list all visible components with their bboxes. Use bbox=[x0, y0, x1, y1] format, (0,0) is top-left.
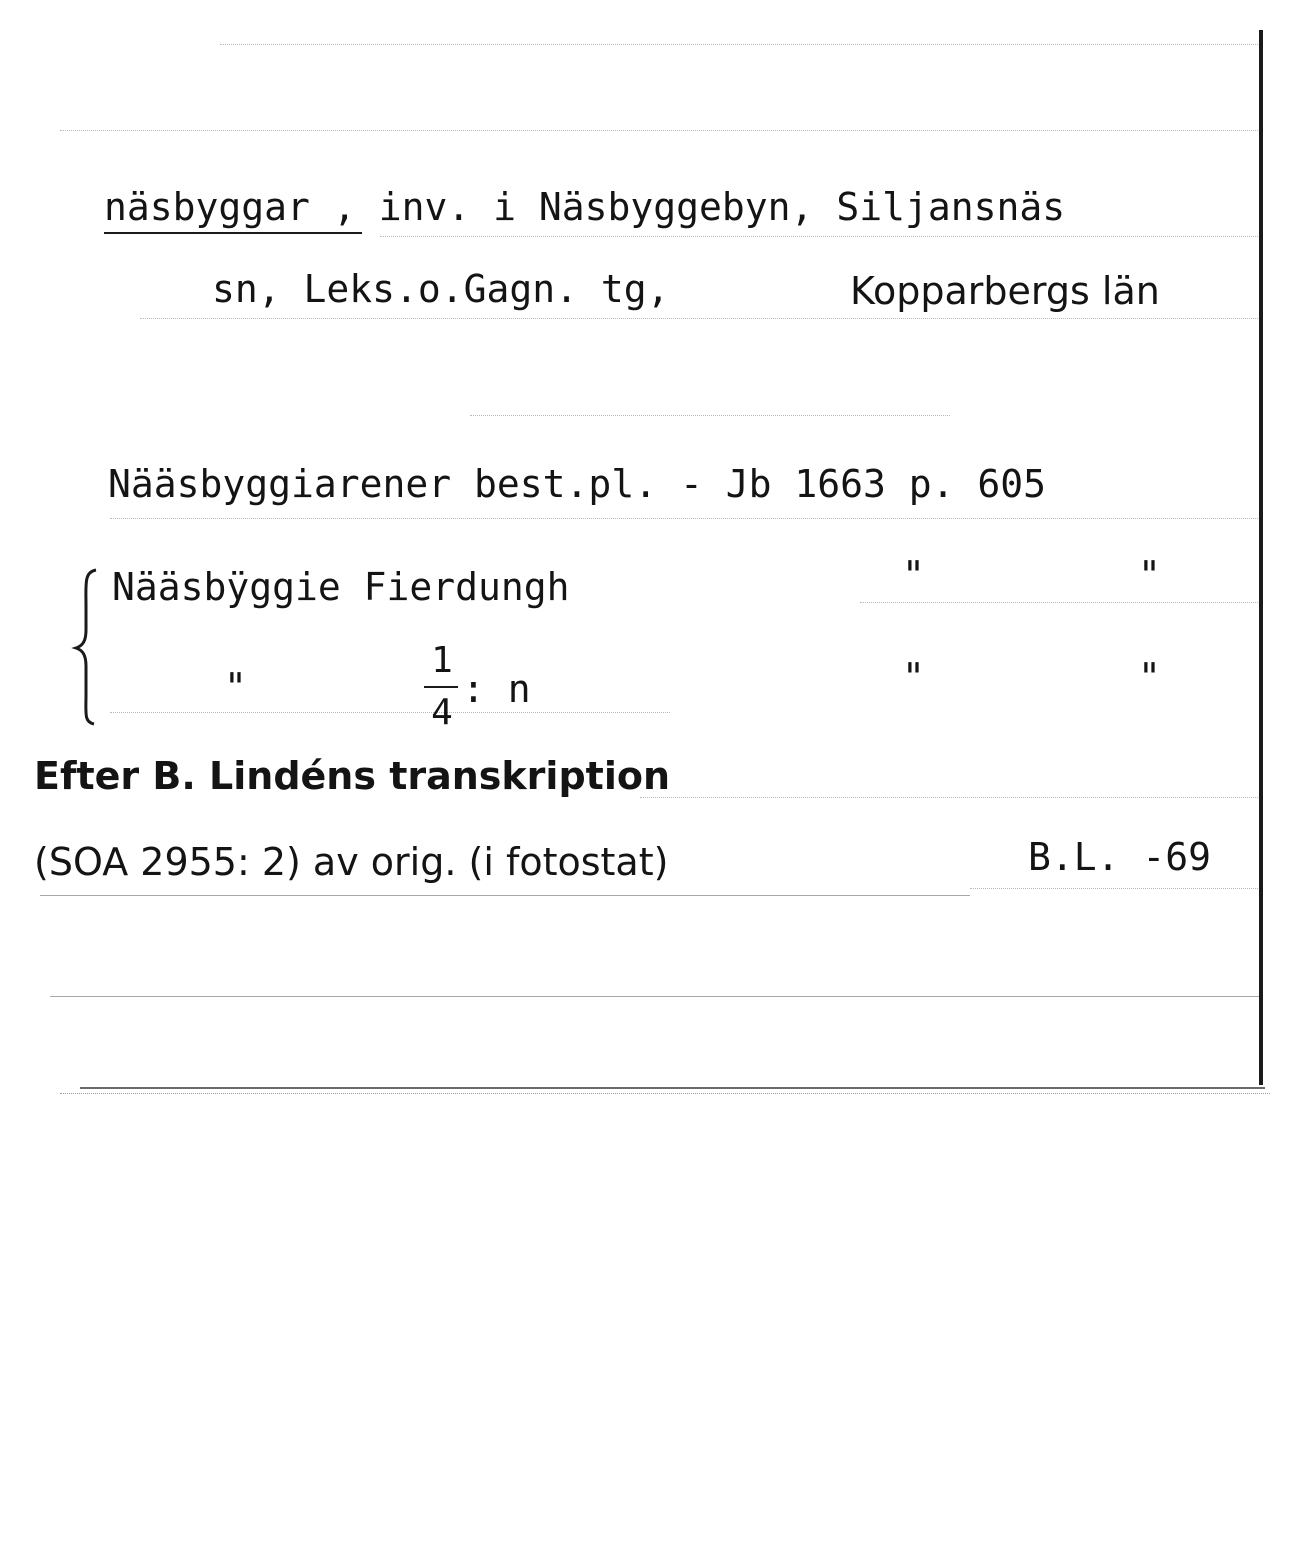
ruled-line bbox=[140, 318, 1260, 319]
fraction-denominator: 4 bbox=[431, 692, 453, 733]
ditto-mark: " bbox=[224, 665, 247, 709]
ruled-line bbox=[50, 996, 1260, 997]
curly-brace-icon bbox=[70, 566, 104, 726]
county-name: Kopparbergs län bbox=[850, 269, 1160, 313]
ruled-line bbox=[860, 602, 1260, 603]
card-right-edge bbox=[1259, 30, 1263, 1085]
source-form-entry: Nääsbyggiarener best.pl. - Jb 1663 p. 605 bbox=[108, 462, 1046, 506]
ruled-line bbox=[970, 888, 1260, 889]
ruled-line bbox=[470, 415, 950, 416]
ruled-line bbox=[110, 518, 1260, 519]
signature: B.L. -69 bbox=[1028, 835, 1212, 879]
transcription-note: Efter B. Lindéns transkription bbox=[34, 754, 670, 798]
card-bottom-edge-shadow bbox=[60, 1093, 1270, 1094]
ruled-line bbox=[220, 44, 1260, 45]
archive-reference: (SOA 2955: 2) av orig. (i fotostat) bbox=[34, 840, 669, 884]
fraction-numerator: 1 bbox=[431, 640, 453, 681]
ditto-mark: " bbox=[902, 553, 925, 597]
headword-description: , inv. i Näsbyggebyn, Siljansnäs bbox=[333, 185, 1066, 229]
headword-underline bbox=[104, 232, 362, 234]
ruled-line bbox=[40, 895, 970, 896]
ditto-mark: " bbox=[1138, 655, 1161, 699]
parish-district: sn, Leks.o.Gagn. tg, bbox=[212, 267, 670, 311]
fraction-bar bbox=[424, 686, 458, 688]
fraction-suffix: : n bbox=[462, 667, 531, 711]
ditto-mark: " bbox=[1138, 553, 1161, 597]
fraction-quarter bbox=[420, 640, 464, 736]
headword: näsbyggar bbox=[104, 185, 310, 229]
source-form-fierdungh: Nääsbÿggie Fierdungh bbox=[112, 565, 570, 609]
ruled-line bbox=[380, 236, 1260, 237]
ruled-line bbox=[640, 797, 1260, 798]
ruled-line bbox=[60, 130, 1260, 131]
ruled-line bbox=[110, 712, 670, 713]
ditto-mark: " bbox=[902, 655, 925, 699]
card-bottom-edge bbox=[80, 1087, 1265, 1089]
